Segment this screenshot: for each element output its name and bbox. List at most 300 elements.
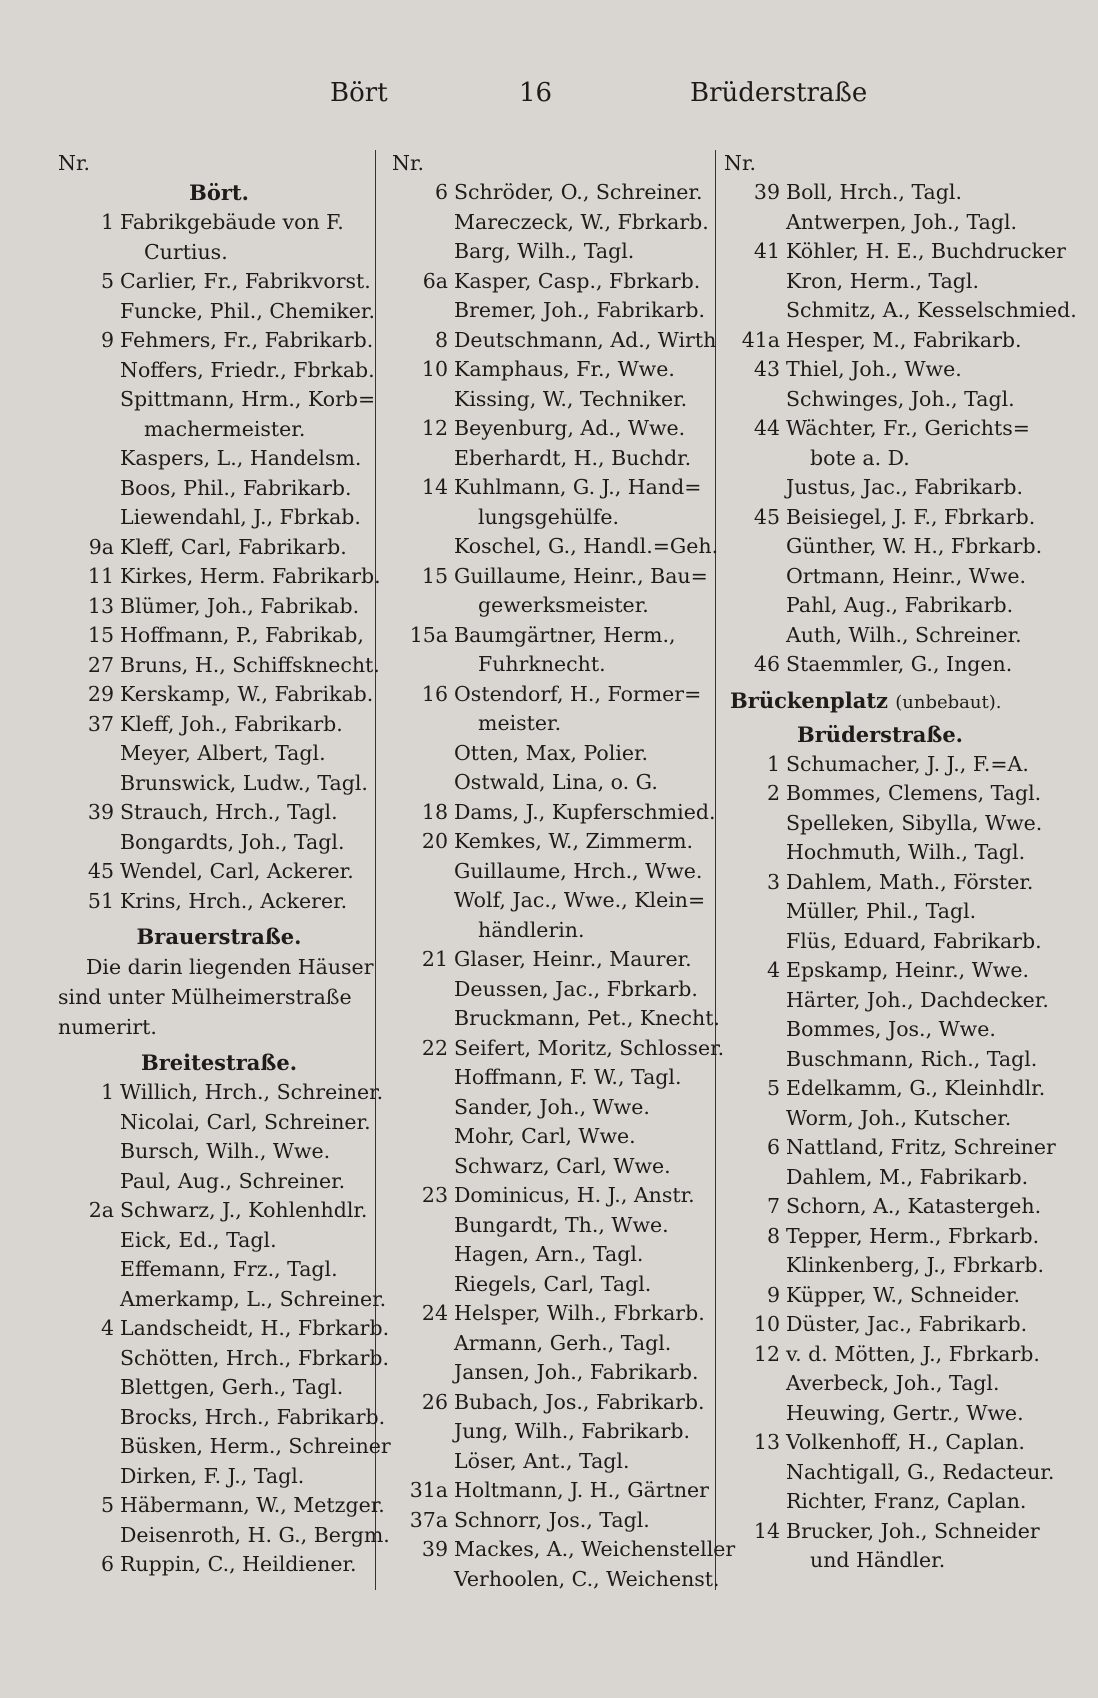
- note-text: sind unter Mülheimerstraße: [58, 985, 352, 1009]
- entry: [58, 710, 380, 740]
- entry-continuation: [58, 1344, 390, 1374]
- resident: Ruppin, C., Heildiener.: [120, 1552, 357, 1576]
- resident: Holtmann, J. H., Gärtner: [454, 1478, 709, 1502]
- resident: Worm, Joh., Kutscher.: [786, 1105, 1012, 1130]
- entry-continuation: [724, 208, 1036, 238]
- entry-continuation: [392, 591, 722, 621]
- entry-continuation: [58, 356, 380, 386]
- entry-continuation: [724, 1104, 1036, 1134]
- house-number: 12: [753, 1341, 780, 1366]
- entry: [58, 326, 380, 356]
- resident: Deussen, Jac., Fbrkarb.: [454, 976, 698, 1001]
- resident: Kemkes, W., Zimmerm.: [454, 829, 694, 853]
- resident: Düster, Jac., Fabrikarb.: [786, 1312, 1028, 1336]
- resident: Heuwing, Gertr., Wwe.: [786, 1400, 1024, 1425]
- house-number: 14: [421, 475, 448, 499]
- resident: Dirken, F. J., Tagl.: [120, 1463, 305, 1488]
- entry: [392, 1388, 722, 1418]
- resident: Willich, Hrch., Schreiner.: [120, 1080, 384, 1104]
- street-note: (unbebaut).: [895, 691, 1002, 713]
- resident: Härter, Joh., Dachdecker.: [786, 987, 1049, 1012]
- entry: [392, 267, 722, 297]
- entry: [58, 1078, 384, 1108]
- street-heading-brueckenplatz: [724, 686, 1036, 716]
- entry-continuation: [58, 1373, 380, 1403]
- resident: Bongardts, Joh., Tagl.: [120, 829, 345, 854]
- resident: Brucker, Joh., Schneider: [786, 1518, 1040, 1543]
- entry: [392, 1476, 722, 1506]
- entry-continuation: [724, 562, 1036, 592]
- resident: Schorn, A., Katastergeh.: [786, 1194, 1042, 1218]
- entry-continuation: [58, 739, 380, 769]
- entry: [392, 1034, 725, 1064]
- entry-continuation: [392, 1063, 722, 1093]
- entry-continuation: [724, 1546, 1036, 1576]
- column-number-label: Nr.: [58, 151, 91, 175]
- entry-continuation: [58, 415, 380, 445]
- resident: Bungardt, Th., Wwe.: [454, 1212, 669, 1237]
- entry-continuation: [58, 1108, 380, 1138]
- house-number: 21: [421, 947, 448, 971]
- resident: Bommes, Jos., Wwe.: [786, 1017, 996, 1041]
- entry: [724, 1310, 1036, 1340]
- entry: [58, 533, 380, 563]
- resident: Kirkes, Herm. Fabrikarb.: [120, 564, 381, 588]
- resident: Löser, Ant., Tagl.: [454, 1448, 630, 1473]
- resident: Büsken, Herm., Schreiner: [120, 1434, 391, 1458]
- house-number: 9: [100, 328, 114, 352]
- resident: v. d. Mötten, J., Fbrkarb.: [786, 1341, 1040, 1366]
- resident: Helsper, Wilh., Fbrkarb.: [454, 1301, 705, 1325]
- house-number: 8: [434, 327, 448, 352]
- house-number: 11: [87, 564, 114, 588]
- resident: Averbeck, Joh., Tagl.: [786, 1371, 1000, 1395]
- resident: Brunswick, Ludw., Tagl.: [120, 770, 368, 795]
- resident: Bremer, Joh., Fabrikarb.: [454, 298, 706, 322]
- entry-continuation: [392, 1093, 722, 1123]
- house-number: 15: [87, 623, 114, 647]
- entry-continuation: [392, 1240, 722, 1270]
- entry: [58, 798, 380, 828]
- resident: Eick, Ed., Tagl.: [120, 1227, 277, 1252]
- resident: Pahl, Aug., Fabrikarb.: [786, 593, 1014, 617]
- entry-continuation: [392, 916, 722, 946]
- resident: Köhler, H. E., Buchdrucker: [786, 239, 1066, 263]
- entry-continuation: [392, 1417, 722, 1447]
- entry: [392, 1181, 722, 1211]
- house-number: 7: [766, 1194, 780, 1218]
- resident: Buschmann, Rich., Tagl.: [786, 1046, 1038, 1071]
- resident: Klinkenberg, J., Fbrkarb.: [786, 1253, 1045, 1277]
- entry-continuation: [392, 1329, 722, 1359]
- entry: [724, 503, 1036, 533]
- resident: Wolf, Jac., Wwe., Klein=: [454, 888, 706, 912]
- house-number: 4: [100, 1316, 114, 1340]
- house-number: 5: [100, 1493, 114, 1517]
- entry: [724, 1281, 1036, 1311]
- entry-continuation: [58, 828, 380, 858]
- entry-continuation: [58, 1285, 387, 1315]
- entry: [724, 1074, 1046, 1104]
- entry-continuation: [392, 709, 722, 739]
- resident: lungsgehülfe.: [478, 504, 620, 529]
- entry-continuation: [392, 1358, 722, 1388]
- street-heading: Brückenplatz: [730, 687, 888, 713]
- house-number: 23: [421, 1183, 448, 1207]
- house-number: 44: [753, 416, 780, 440]
- resident: Fehmers, Fr., Fabrikarb.: [120, 328, 374, 352]
- house-number: 5: [100, 269, 114, 293]
- resident: Häbermann, W., Metzger.: [120, 1493, 385, 1517]
- entry: [58, 1196, 380, 1226]
- entry: [724, 779, 1042, 809]
- resident: Sander, Joh., Wwe.: [454, 1094, 650, 1119]
- house-number: 20: [421, 829, 448, 853]
- column-3: [724, 148, 1077, 1576]
- house-number: 16: [421, 681, 448, 706]
- resident: Günther, W. H., Fbrkarb.: [786, 534, 1043, 558]
- resident: Bruns, H., Schiffsknecht.: [120, 652, 380, 677]
- house-number: 6: [100, 1552, 114, 1576]
- resident: bote a. D.: [810, 445, 910, 470]
- resident: Richter, Franz, Caplan.: [786, 1489, 1027, 1513]
- house-number: 26: [421, 1389, 448, 1414]
- house-number: 18: [421, 799, 448, 824]
- resident: Effemann, Frz., Tagl.: [120, 1257, 338, 1281]
- resident: gewerksmeister.: [478, 593, 649, 617]
- resident: Boll, Hrch., Tagl.: [786, 180, 962, 204]
- resident: Armann, Gerh., Tagl.: [454, 1330, 672, 1355]
- resident: Schwarz, Carl, Wwe.: [454, 1153, 671, 1178]
- street-heading: Brüderstraße.: [796, 721, 963, 747]
- entry-continuation: [392, 1270, 722, 1300]
- entry: [58, 857, 380, 887]
- entry-continuation: [724, 473, 1036, 503]
- resident: händlerin.: [478, 917, 585, 942]
- resident: Jansen, Joh., Fabrikarb.: [454, 1360, 699, 1384]
- entry-continuation: [392, 385, 722, 415]
- entry: [392, 473, 722, 503]
- house-number: 45: [753, 504, 780, 529]
- house-number: 8: [766, 1223, 780, 1248]
- resident: Hoffmann, F. W., Tagl.: [454, 1065, 682, 1089]
- resident: Nachtigall, G., Redacteur.: [786, 1459, 1055, 1484]
- resident: Beisiegel, J. F., Fbrkarb.: [786, 504, 1036, 529]
- entry: [58, 680, 380, 710]
- entry: [724, 1222, 1040, 1252]
- resident: Bommes, Clemens, Tagl.: [786, 781, 1042, 805]
- entry-continuation: [724, 897, 1036, 927]
- header-right-street: Brüderstraße: [690, 78, 868, 108]
- house-number: 27: [87, 652, 114, 677]
- header-left-street: Bört: [330, 78, 388, 108]
- entry: [392, 562, 722, 592]
- resident: Strauch, Hrch., Tagl.: [120, 800, 338, 824]
- entry-continuation: [58, 503, 380, 533]
- entry: [392, 680, 722, 710]
- entry: [724, 414, 1036, 444]
- entry-continuation: [392, 1004, 722, 1034]
- resident: Schwinges, Joh., Tagl.: [786, 386, 1015, 411]
- resident: Curtius.: [144, 239, 228, 264]
- entry-continuation: [724, 296, 1077, 326]
- resident: Riegels, Carl, Tagl.: [454, 1271, 652, 1296]
- resident: Seifert, Moritz, Schlosser.: [454, 1035, 725, 1060]
- entry-continuation: [724, 1487, 1036, 1517]
- page-number: 16: [519, 78, 553, 108]
- resident: Blettgen, Gerh., Tagl.: [120, 1375, 344, 1399]
- entry-continuation: [724, 1399, 1036, 1429]
- entry-continuation: [58, 1432, 391, 1462]
- resident: Dahlem, M., Fabrikarb.: [786, 1164, 1029, 1189]
- column-number-label: Nr.: [392, 151, 425, 175]
- entry-continuation: [724, 591, 1036, 621]
- entry-continuation: [58, 385, 380, 415]
- resident: Justus, Jac., Fabrikarb.: [786, 475, 1024, 499]
- entry-continuation: [392, 886, 722, 916]
- entry: [58, 1491, 385, 1521]
- house-number: 4: [766, 958, 780, 982]
- resident: Schumacher, J. J., F.=A.: [786, 751, 1029, 776]
- entry-continuation: [58, 1462, 380, 1492]
- street-heading: Bört.: [189, 180, 249, 205]
- entry-continuation: [724, 809, 1043, 839]
- entry: [724, 326, 1036, 356]
- resident: Kerskamp, W., Fabrikab.: [120, 682, 374, 706]
- resident: Kron, Herm., Tagl.: [786, 268, 979, 293]
- street-heading: Brauerstraße.: [136, 924, 302, 949]
- resident: Spelleken, Sibylla, Wwe.: [786, 810, 1043, 835]
- entry: [392, 827, 722, 857]
- resident: Bruckmann, Pet., Knecht.: [454, 1006, 720, 1030]
- entry: [724, 1133, 1056, 1163]
- entry: [58, 562, 380, 592]
- entry-continuation: [392, 650, 722, 680]
- entry-continuation: [58, 1226, 380, 1256]
- house-number: 9: [766, 1282, 780, 1307]
- house-number: 15a: [409, 622, 448, 647]
- entry: [724, 1192, 1042, 1222]
- resident: Nicolai, Carl, Schreiner.: [120, 1109, 371, 1134]
- entry-continuation: [58, 1521, 390, 1551]
- house-number: 1: [100, 210, 114, 234]
- entry-continuation: [724, 267, 1036, 297]
- resident: Schmitz, A., Kesselschmied.: [786, 298, 1077, 322]
- entry-continuation: [392, 768, 722, 798]
- house-number: 6: [434, 180, 448, 204]
- resident: Hoffmann, P., Fabrikab,: [120, 623, 364, 647]
- resident: Koschel, G., Handl.=Geh.: [454, 534, 719, 558]
- entry: [724, 178, 1036, 208]
- resident: Glaser, Heinr., Maurer.: [454, 947, 692, 971]
- resident: Kissing, W., Techniker.: [454, 386, 688, 411]
- entry-continuation: [392, 1447, 722, 1477]
- resident: Edelkamm, G., Kleinhdlr.: [786, 1076, 1046, 1100]
- page-header: [0, 78, 1098, 118]
- entry-continuation: [58, 1137, 380, 1167]
- resident: Kleff, Joh., Fabrikarb.: [120, 711, 343, 736]
- resident: Kleff, Carl, Fabrikarb.: [120, 534, 347, 559]
- house-number: 1: [766, 751, 780, 776]
- house-number: 14: [753, 1518, 780, 1543]
- resident: Bursch, Wilh., Wwe.: [120, 1139, 331, 1163]
- resident: Barg, Wilh., Tagl.: [454, 239, 635, 263]
- entry-continuation: [58, 474, 380, 504]
- resident: Mackes, A., Weichensteller: [454, 1537, 736, 1561]
- entry-continuation: [724, 621, 1036, 651]
- resident: Dominicus, H. J., Anstr.: [454, 1183, 695, 1207]
- entry: [58, 621, 380, 651]
- house-number: 51: [87, 888, 114, 913]
- entry: [392, 1299, 722, 1329]
- column-number-label: Nr.: [724, 151, 757, 175]
- entry: [724, 750, 1036, 780]
- house-number: 13: [753, 1430, 780, 1454]
- entry: [58, 592, 380, 622]
- entry-continuation: [392, 857, 722, 887]
- resident: Dahlem, Math., Förster.: [786, 869, 1034, 894]
- resident: Verhoolen, C., Weichenst.: [454, 1566, 720, 1591]
- resident: Beyenburg, Ad., Wwe.: [454, 416, 686, 440]
- resident: Meyer, Albert, Tagl.: [120, 741, 326, 765]
- entry-continuation: [392, 532, 722, 562]
- resident: Wendel, Carl, Ackerer.: [120, 859, 354, 883]
- resident: Noffers, Friedr., Fbrkab.: [120, 357, 375, 382]
- entry-continuation: [58, 297, 380, 327]
- street-heading: Breitestraße.: [140, 1050, 298, 1075]
- entry-continuation: [58, 1167, 380, 1197]
- resident: Amerkamp, L., Schreiner.: [120, 1286, 387, 1311]
- resident: Tepper, Herm., Fbrkarb.: [786, 1223, 1040, 1248]
- resident: Mareczeck, W., Fbrkarb.: [454, 209, 709, 234]
- resident: Hesper, M., Fabrikarb.: [786, 327, 1022, 352]
- house-number: 37: [87, 711, 114, 736]
- resident: Schnorr, Jos., Tagl.: [454, 1507, 650, 1532]
- entry-continuation: [392, 975, 722, 1005]
- resident: Küpper, W., Schneider.: [786, 1282, 1020, 1307]
- house-number: 2a: [88, 1198, 114, 1222]
- house-number: 22: [421, 1035, 448, 1060]
- resident: Boos, Phil., Fabrikarb.: [120, 475, 352, 500]
- resident: Carlier, Fr., Fabrikvorst.: [120, 269, 371, 293]
- house-number: 41a: [741, 327, 780, 352]
- entry-continuation: [724, 1163, 1036, 1193]
- entry: [724, 355, 1036, 385]
- resident: Antwerpen, Joh., Tagl.: [786, 209, 1018, 234]
- resident: Hagen, Arn., Tagl.: [454, 1242, 644, 1266]
- house-number: 46: [753, 652, 780, 676]
- resident: machermeister.: [144, 416, 306, 441]
- house-number: 37a: [409, 1507, 448, 1532]
- resident: meister.: [478, 711, 562, 735]
- resident: Eberhardt, H., Buchdr.: [454, 445, 692, 470]
- resident: Kamphaus, Fr., Wwe.: [454, 357, 675, 381]
- entry: [392, 414, 722, 444]
- house-number: 31a: [409, 1478, 448, 1502]
- resident: Blümer, Joh., Fabrikab.: [120, 593, 360, 618]
- column-1: [58, 148, 391, 1580]
- entry-continuation: [724, 1369, 1036, 1399]
- entry-continuation: [724, 927, 1042, 957]
- entry: [724, 956, 1036, 986]
- house-number: 2: [766, 781, 780, 805]
- house-number: 10: [421, 357, 448, 381]
- resident: Hochmuth, Wilh., Tagl.: [786, 840, 1026, 864]
- entry-continuation: [724, 444, 1036, 474]
- entry-continuation: [392, 444, 722, 474]
- resident: Funcke, Phil., Chemiker.: [120, 298, 375, 323]
- resident: Staemmler, G., Ingen.: [786, 652, 1013, 676]
- entry: [58, 267, 380, 297]
- entry-continuation: [392, 1565, 722, 1595]
- entry-continuation: [392, 1211, 722, 1241]
- resident: Kaspers, L., Handelsm.: [120, 446, 362, 470]
- resident: Epskamp, Heinr., Wwe.: [786, 958, 1029, 982]
- entry: [392, 178, 722, 208]
- entry-continuation: [724, 532, 1043, 562]
- resident: Guillaume, Heinr., Bau=: [454, 563, 708, 588]
- resident: Liewendahl, J., Fbrkab.: [120, 505, 361, 529]
- resident: Schötten, Hrch., Fbrkarb.: [120, 1345, 390, 1370]
- resident: Auth, Wilh., Schreiner.: [786, 622, 1022, 647]
- resident: Mohr, Carl, Wwe.: [454, 1124, 636, 1148]
- entry-continuation: [58, 444, 380, 474]
- entry: [58, 1314, 390, 1344]
- entry-continuation: [724, 986, 1049, 1016]
- resident: Wächter, Fr., Gerichts=: [786, 416, 1030, 440]
- resident: Ostendorf, H., Former=: [454, 681, 702, 706]
- resident: Schwarz, J., Kohlenhdlr.: [120, 1198, 368, 1222]
- entry: [392, 621, 722, 651]
- note-text: Die darin liegenden Häuser: [86, 955, 374, 979]
- resident: Otten, Max, Polier.: [454, 740, 649, 765]
- resident: Dams, J., Kupferschmied.: [454, 799, 716, 824]
- entry-continuation: [724, 1251, 1045, 1281]
- entry-continuation: [724, 385, 1036, 415]
- entry-continuation: [392, 208, 722, 238]
- resident: Schröder, O., Schreiner.: [454, 180, 703, 204]
- resident: Kuhlmann, G. J., Hand=: [454, 475, 702, 499]
- house-number: 24: [421, 1301, 448, 1325]
- resident: Baumgärtner, Herm.,: [454, 622, 676, 647]
- resident: Landscheidt, H., Fbrkarb.: [120, 1316, 390, 1340]
- entry: [392, 326, 722, 356]
- entry: [392, 1535, 736, 1565]
- entry: [724, 1340, 1040, 1370]
- entry: [392, 945, 722, 975]
- entry: [724, 1517, 1040, 1547]
- entry-continuation: [58, 1403, 386, 1433]
- entry: [58, 208, 380, 238]
- house-number: 13: [87, 593, 114, 618]
- house-number: 5: [766, 1076, 780, 1100]
- entry: [724, 237, 1066, 267]
- resident: Deutschmann, Ad., Wirth: [454, 327, 717, 352]
- resident: Brocks, Hrch., Fabrikarb.: [120, 1404, 386, 1429]
- entry-continuation: [392, 1152, 722, 1182]
- house-number: 45: [87, 859, 114, 883]
- resident: Ostwald, Lina, o. G.: [454, 770, 658, 794]
- entry-continuation: [392, 237, 722, 267]
- house-number: 1: [100, 1080, 114, 1104]
- resident: Bubach, Jos., Fabrikarb.: [454, 1389, 705, 1414]
- resident: Spittmann, Hrm., Korb=: [120, 387, 376, 411]
- entry: [392, 355, 722, 385]
- entry-continuation: [392, 296, 722, 326]
- house-number: 9a: [88, 534, 114, 559]
- resident: Volkenhoff, H., Caplan.: [786, 1430, 1025, 1454]
- resident: Kasper, Casp., Fbrkarb.: [454, 268, 701, 293]
